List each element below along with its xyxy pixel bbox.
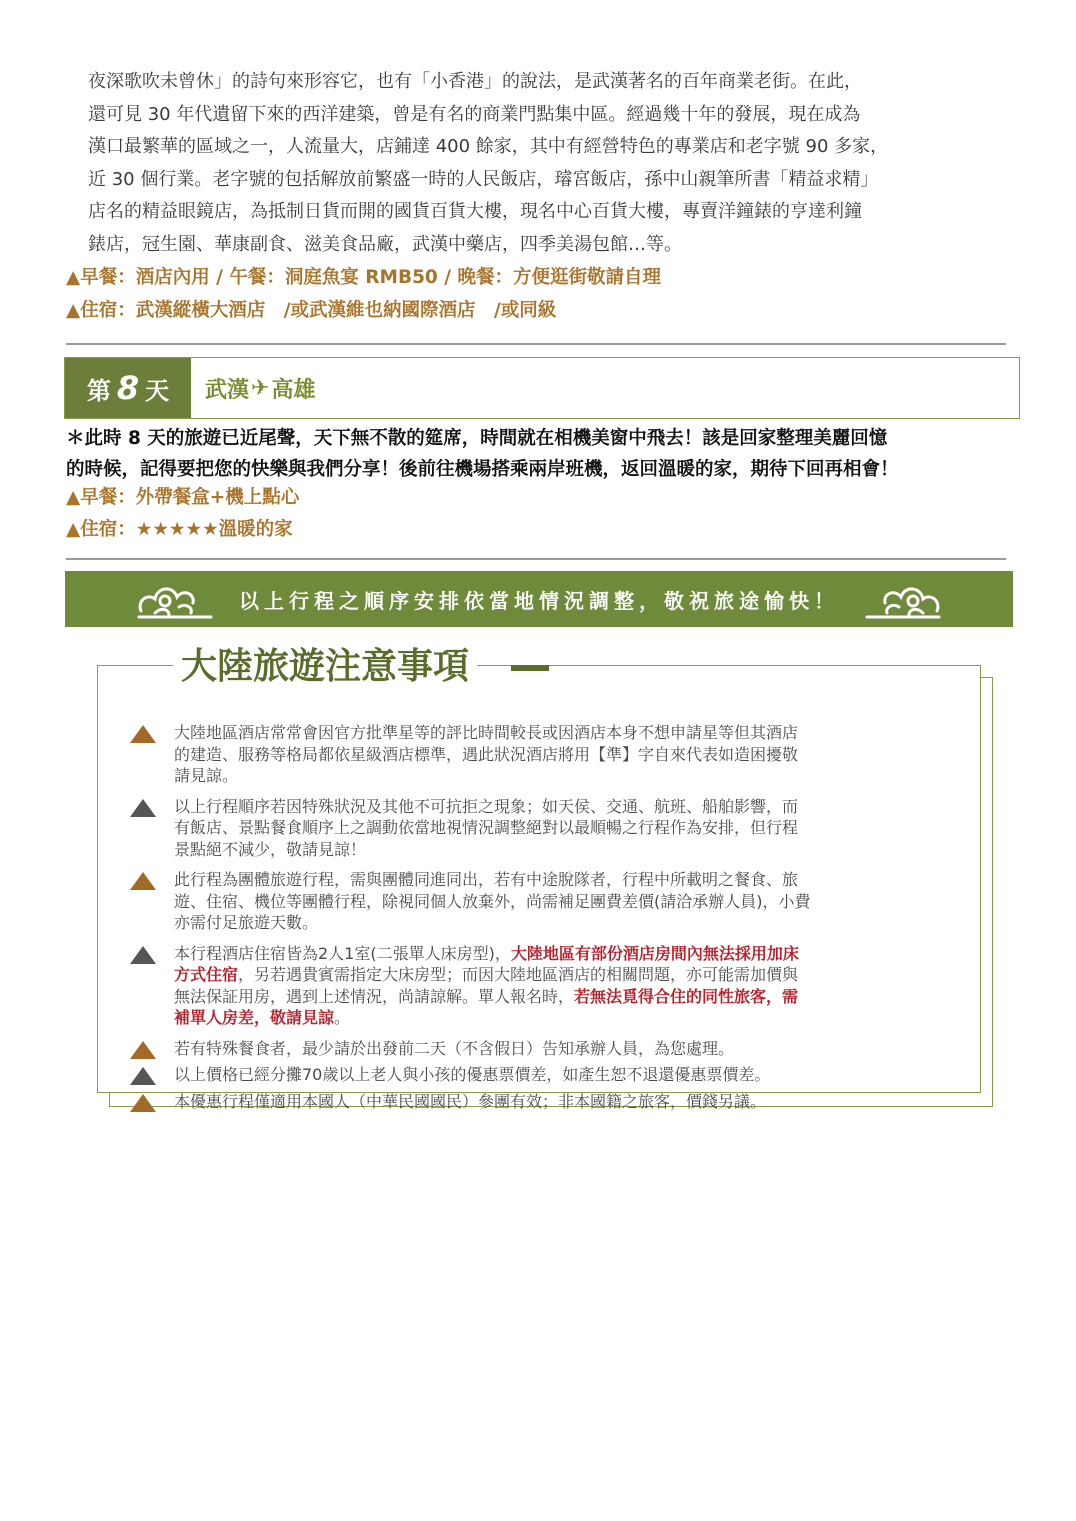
day8-description	[66, 424, 1026, 485]
notice-text-part: 。	[334, 1008, 351, 1027]
day-number: 8	[116, 369, 140, 407]
warning-triangle-icon	[130, 872, 156, 890]
notice-item	[128, 796, 968, 861]
warning-triangle-icon	[130, 1041, 156, 1059]
notice-text-part: 無法保証用房，遇到上述情況，尚請諒解。單人報名時，	[174, 986, 575, 1006]
day8-badge	[65, 358, 191, 418]
cloud-ornament-icon	[863, 577, 943, 621]
closing-banner	[65, 571, 1013, 627]
day-label-suffix: 天	[145, 376, 170, 405]
notice-text	[174, 943, 968, 965]
notice-item	[128, 1091, 968, 1113]
notice-title: 大陸旅遊注意事項	[173, 638, 477, 689]
intro-line: 店名的精益眼鏡店，為抵制日貨而開的國貨百貨大樓，現名中心百貨大樓，專賣洋鐘錶的亨達利鐘	[88, 201, 862, 223]
notice-text: 本優惠行程僅適用本國人（中華民國國民）參團有效；非本國籍之旅客，價錢另議。	[174, 1091, 767, 1111]
notice-items	[128, 722, 968, 1112]
notice-text	[174, 964, 968, 986]
notice-highlight: 大陸地區有部份酒店房間內無法採用加床	[510, 943, 799, 963]
notice-text: 亦需付足旅遊天數。	[174, 913, 319, 932]
notice-item	[128, 1064, 968, 1086]
notice-text: 此行程為團體旅遊行程，需與團體同進同出，若有中途脫隊者，行程中所載明之餐食、旅	[174, 870, 799, 889]
route-from: 武漢	[205, 377, 250, 403]
banner-text: 以上行程之順序安排依當地情況調整，敬祝旅途愉快！	[239, 588, 839, 613]
notice-item	[128, 943, 968, 1029]
day7-meals: ▲早餐：酒店內用 / 午餐：洞庭魚宴 RMB50 / 晚餐：方便逛街敬請自理	[66, 267, 661, 288]
notice-text: 以上行程順序若因特殊狀況及其他不可抗拒之現象；如天侯、交通、航班、船舶影響，而	[174, 796, 799, 816]
intro-line: 近 30 個行業。老字號的包括解放前繁盛一時的人民飯店，璿宮飯店，孫中山親筆所書「精益求精」	[88, 168, 879, 190]
day7-hotel: ▲住宿：武漢縱橫大酒店 /或武漢維也納國際酒店 /或同級	[66, 300, 557, 321]
title-underline	[511, 665, 549, 671]
day8-desc-line: ＊此時 8 天的旅遊已近尾聲，天下無不散的筵席，時間就在相機美窗中飛去！該是回家整理美麗回憶	[66, 428, 888, 449]
cloud-ornament-icon	[135, 577, 215, 621]
notice-frame	[97, 665, 981, 1111]
plane-icon: ✈	[251, 375, 270, 401]
route-to: 高雄	[271, 377, 316, 403]
notice-text	[174, 986, 968, 1008]
notice-highlight: 方式住宿	[174, 965, 239, 984]
day8-route	[205, 358, 315, 418]
divider	[66, 343, 1006, 345]
warning-triangle-icon	[130, 946, 156, 964]
notice-text: 若有特殊餐食者，最少請於出發前二天（不含假日）告知承辦人員，為您處理。	[174, 1038, 735, 1058]
notice-text: 請見諒。	[174, 766, 239, 785]
notice-text: 遊、住宿、機位等團體行程，除視同個人放棄外，尚需補足團費差價(請洽承辦人員)，小費	[174, 891, 811, 911]
intro-line: 夜深歌吹未曾休」的詩句來形容它，也有「小香港」的說法，是武漢著名的百年商業老街。在此，	[88, 71, 862, 92]
intro-line: 錶店，冠生園、華康副食、滋美食品廠，武漢中藥店，四季美湯包館…等。	[88, 233, 682, 255]
notice-text: 的建造、服務等格局都依星級酒店標準，遇此狀況酒店將用【準】字自來代表如造困擾敬	[174, 744, 799, 764]
intro-line: 漢口最繁華的區域之一，人流量大，店鋪達 400 餘家，其中有經營特色的專業店和老字號 90 多家，	[88, 136, 889, 158]
warning-triangle-icon	[130, 725, 156, 743]
notice-item	[128, 869, 968, 934]
day8-desc-line: 的時候，記得要把您的快樂與我們分享！後前往機場搭乘兩岸班機，返回溫暖的家，期待下回再相會！	[66, 458, 899, 480]
day8-header	[64, 357, 1020, 419]
day8-meals: ▲早餐：外帶餐盒+機上點心	[66, 487, 300, 508]
intro-paragraph	[88, 66, 1020, 262]
notice-text	[174, 1007, 968, 1029]
notice-text-part: ，另若遇貴賓需指定大床房型；而因大陸地區酒店的相關問題，亦可能需加價與	[238, 965, 799, 984]
warning-triangle-icon	[130, 799, 156, 817]
day-label-prefix: 第	[86, 376, 111, 405]
notice-text: 景點絕不減少，敬請見諒！	[174, 839, 367, 859]
travel-notice	[97, 632, 997, 1110]
notice-text: 以上價格已經分攤70歲以上老人與小孩的優惠票價差，如產生恕不退還優惠票價差。	[174, 1065, 771, 1084]
notice-item	[128, 722, 968, 787]
notice-highlight: 若無法覓得合住的同性旅客，需	[574, 986, 799, 1006]
notice-highlight: 補單人房差，敬請見諒	[174, 1008, 335, 1027]
intro-line: 還可見 30 年代遺留下來的西洋建築，曾是有名的商業門點集中區。經過幾十年的發展，現在成為	[88, 103, 861, 125]
notice-text: 有飯店、景點餐食順序上之調動依當地視情況調整絕對以最順暢之行程作為安排，但行程	[174, 818, 799, 837]
day8-hotel: ▲住宿：★★★★★溫暖的家	[66, 519, 293, 540]
notice-text-part: 本行程酒店住宿皆為2人1室(二張單人床房型)，	[174, 943, 511, 963]
notice-item	[128, 1038, 968, 1060]
notice-text: 大陸地區酒店常常會因官方批準星等的評比時間較長或因酒店本身不想申請星等但其酒店	[174, 723, 799, 742]
warning-triangle-icon	[130, 1067, 156, 1085]
divider	[66, 558, 1006, 560]
warning-triangle-icon	[130, 1094, 156, 1112]
